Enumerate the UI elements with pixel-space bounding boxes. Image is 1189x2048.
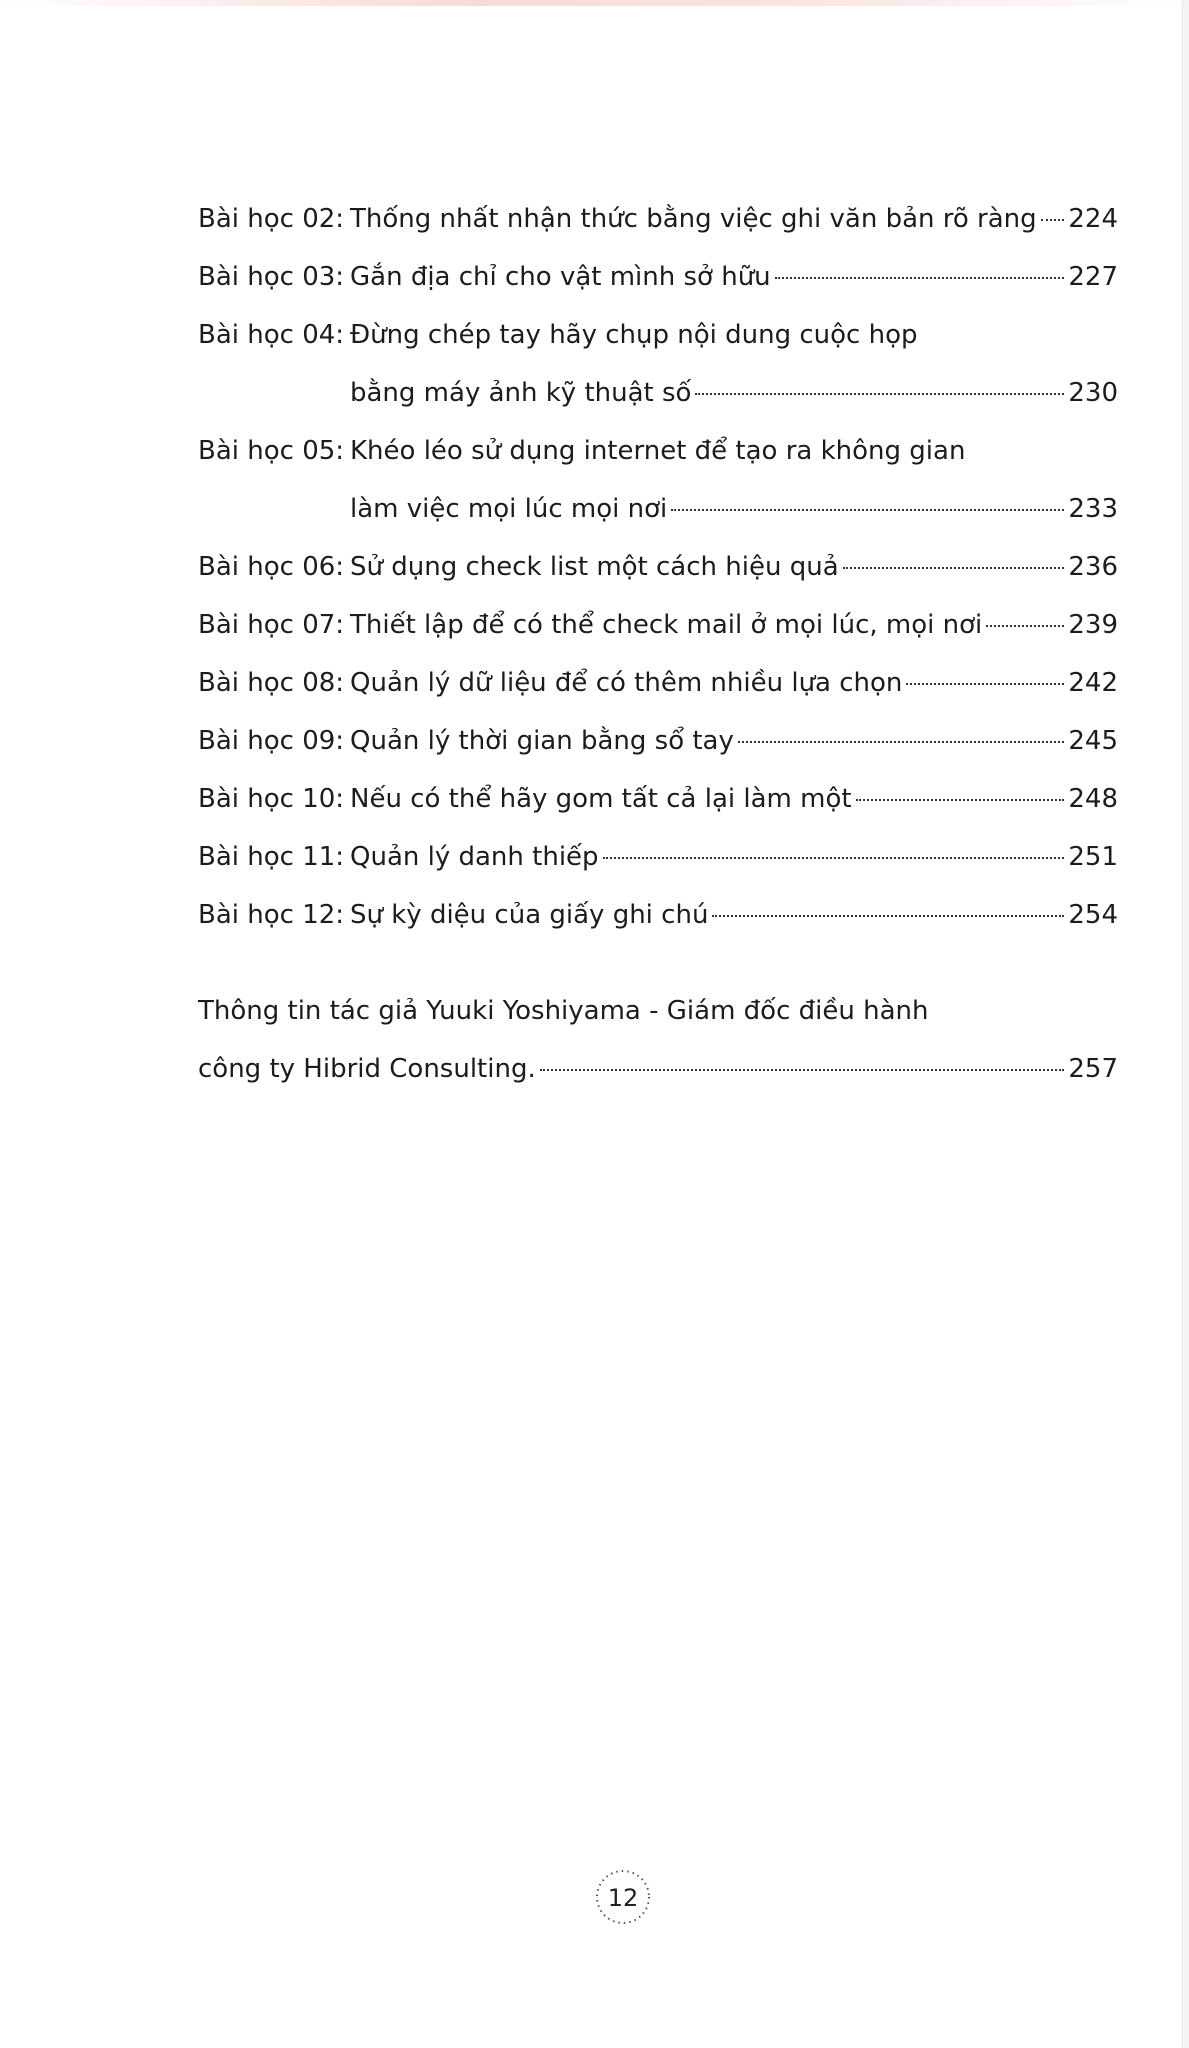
lesson-title: Gắn địa chỉ cho vật mình sở hữu [350,262,771,292]
author-info-line-1: Thông tin tác giả Yuuki Yoshiyama - Giám đốc điều hành [198,996,929,1026]
toc-entry [198,712,1118,770]
dot-leader [986,623,1064,627]
author-info-entry [198,982,1118,1098]
dot-leader [540,1067,1065,1071]
page-number-badge [588,1862,658,1932]
lesson-title: Sự kỳ diệu của giấy ghi chú [350,900,709,930]
lesson-page-number: 245 [1068,726,1118,756]
dot-leader [671,507,1064,511]
lesson-page-number: 224 [1068,204,1118,234]
lesson-page-number: 251 [1068,842,1118,872]
dot-leader [1041,217,1065,221]
lesson-label: Bài học 07: [198,610,345,640]
lesson-label: Bài học 06: [198,552,345,582]
toc-entry [198,538,1118,596]
toc-entry [198,654,1118,712]
page-number: 12 [607,1884,639,1912]
lesson-page-number: 242 [1068,668,1118,698]
lesson-page-number: 233 [1068,494,1118,524]
dot-leader [843,565,1065,569]
lesson-label: Bài học 09: [198,726,345,756]
lesson-page-number: 236 [1068,552,1118,582]
toc-entry [198,886,1118,944]
lesson-title: Quản lý dữ liệu để có thêm nhiều lựa chọn [350,668,903,698]
lesson-label: Bài học 11: [198,842,345,872]
lesson-page-number: 254 [1068,900,1118,930]
lesson-page-number: 239 [1068,610,1118,640]
table-of-contents [198,190,1118,1098]
lesson-title: Đừng chép tay hãy chụp nội dung cuộc họp [350,320,918,350]
toc-entry [198,770,1118,828]
lesson-title: bằng máy ảnh kỹ thuật số [350,378,692,408]
author-info-page: 257 [1068,1054,1118,1084]
lesson-title: Sử dụng check list một cách hiệu quả [350,552,839,582]
lesson-title: Quản lý danh thiếp [350,842,599,872]
author-info-line-2: công ty Hibrid Consulting. [198,1054,536,1084]
lesson-title: Khéo léo sử dụng internet để tạo ra không gian [350,436,966,466]
toc-entries [198,190,1118,944]
dot-leader [906,681,1064,685]
lesson-label: Bài học 12: [198,900,345,930]
top-edge-tint [0,0,1189,6]
lesson-title: Thống nhất nhận thức bằng việc ghi văn bản rõ ràng [350,204,1037,234]
lesson-label: Bài học 03: [198,262,345,292]
lesson-page-number: 248 [1068,784,1118,814]
toc-entry [198,306,1118,422]
lesson-label: Bài học 10: [198,784,345,814]
toc-entry [198,190,1118,248]
toc-entry [198,828,1118,886]
lesson-title: làm việc mọi lúc mọi nơi [350,494,668,524]
dot-leader [775,275,1065,279]
lesson-label: Bài học 04: [198,320,345,350]
dot-leader [712,913,1064,917]
toc-entry [198,248,1118,306]
toc-entry [198,596,1118,654]
dot-leader [603,855,1065,859]
toc-entry [198,422,1118,538]
lesson-label: Bài học 08: [198,668,345,698]
lesson-label: Bài học 05: [198,436,345,466]
lesson-title: Quản lý thời gian bằng sổ tay [350,726,734,756]
lesson-page-number: 227 [1068,262,1118,292]
lesson-label: Bài học 02: [198,204,345,234]
lesson-title: Nếu có thể hãy gom tất cả lại làm một [350,784,852,814]
page-edge [1182,0,1189,2048]
dot-leader [738,739,1064,743]
dot-leader [856,797,1065,801]
lesson-title: Thiết lập để có thể check mail ở mọi lúc, mọi nơi [350,610,983,640]
lesson-page-number: 230 [1068,378,1118,408]
dot-leader [695,391,1064,395]
